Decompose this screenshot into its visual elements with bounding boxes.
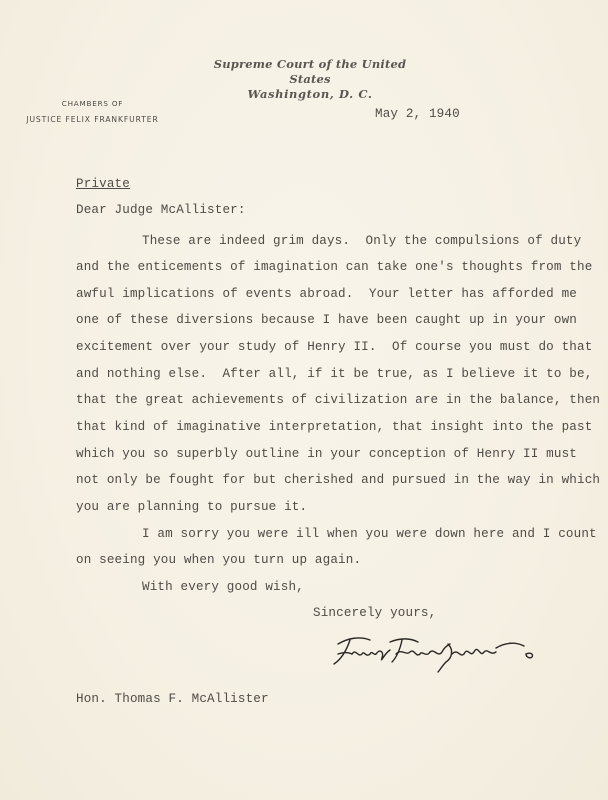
body-line: and nothing else. After all, if it be true, as I believe it to be, <box>76 367 593 381</box>
letterhead-court-name: Supreme Court of the United States <box>213 57 407 86</box>
body-line: These are indeed grim days. Only the compulsions of duty <box>142 234 582 248</box>
letter-date: May 2, 1940 <box>375 107 460 121</box>
recipient-name: Hon. Thomas F. McAllister <box>76 692 269 706</box>
closing: Sincerely yours, <box>313 606 437 620</box>
body-line: not only be fought for but cherished and pursued in the way in which <box>76 473 601 487</box>
letterhead-location: Washington, D. C. <box>247 87 373 101</box>
body-line: awful implications of events abroad. Your letter has afforded me <box>76 287 577 301</box>
chambers-heading <box>0 96 185 128</box>
body-line: on seeing you when you turn up again. <box>76 553 362 567</box>
body-line: that kind of imaginative interpretation, that insight into the past <box>76 420 593 434</box>
justice-name-line: JUSTICE FELIX FRANKFURTER <box>26 115 159 124</box>
chambers-line: CHAMBERS OF <box>61 99 124 108</box>
salutation: Dear Judge McAllister: <box>76 203 246 217</box>
body-line: which you so superbly outline in your conception of Henry II must <box>76 447 577 461</box>
private-marking: Private <box>76 177 130 191</box>
body-line: and the enticements of imagination can take one's thoughts from the <box>76 260 593 274</box>
body-line: you are planning to pursue it. <box>76 500 308 514</box>
body-line: one of these diversions because I have been caught up in your own <box>76 313 577 327</box>
body-line: that the great achievements of civilization are in the balance, then <box>76 393 601 407</box>
handwritten-signature <box>330 624 550 674</box>
letterhead <box>195 57 425 102</box>
good-wish-line: With every good wish, <box>142 580 304 594</box>
body-line: excitement over your study of Henry II. Of course you must do that <box>76 340 593 354</box>
body-line: I am sorry you were ill when you were down here and I count <box>142 527 597 541</box>
